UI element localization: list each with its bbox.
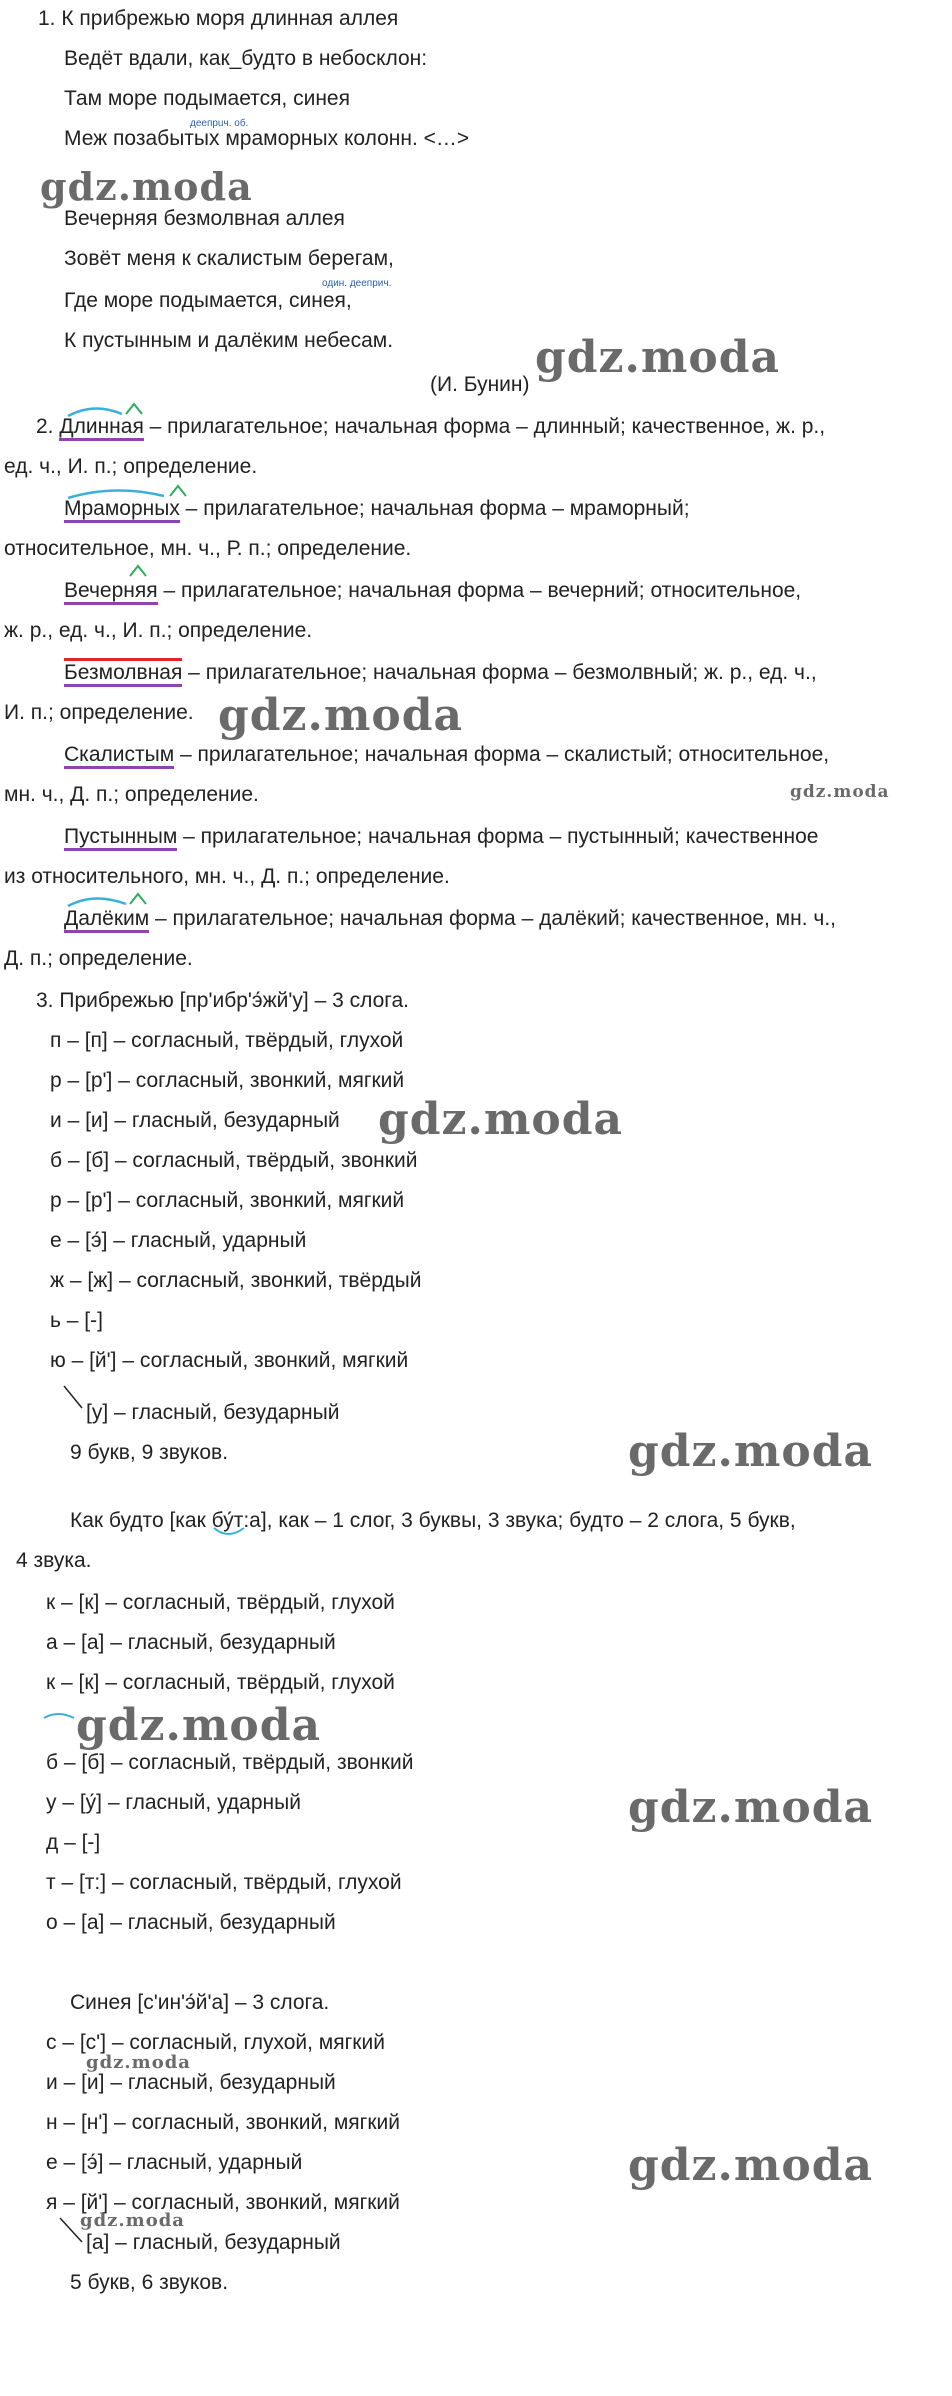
task3-heading-1: 3. Прибрежью [пр'ибр'э́жй'у] – 3 слога. bbox=[36, 989, 409, 1012]
task2-item-1-cont: ед. ч., И. п.; определение. bbox=[4, 455, 258, 478]
poem-line-1: 1. К прибрежью моря длинная аллея bbox=[38, 7, 399, 30]
phonetic-line: к – [к] – согласный, твёрдый, глухой bbox=[46, 1591, 395, 1614]
morpheme-mark bbox=[64, 890, 184, 910]
phonetic-line: п – [п] – согласный, твёрдый, глухой bbox=[50, 1029, 404, 1052]
poem-line-8: К пустынным и далёким небесам. bbox=[64, 329, 394, 352]
poem-annotation-2: один. дееприч. bbox=[322, 278, 392, 289]
watermark: gdz.moda bbox=[628, 2140, 874, 2191]
split-mark bbox=[62, 1384, 86, 1414]
watermark: gdz.moda bbox=[80, 2210, 185, 2231]
phonetic-line: е – [э́] – гласный, ударный bbox=[50, 1229, 307, 1252]
word-skalistym: Скалистым bbox=[64, 743, 174, 769]
phonetic-line: [а] – гласный, безударный bbox=[86, 2231, 341, 2254]
word-mramornykh: Мраморных bbox=[64, 497, 180, 523]
phonetic-line: и – [и] – гласный, безударный bbox=[50, 1109, 340, 1132]
phonetic-line: б – [б] – согласный, твёрдый, звонкий bbox=[50, 1149, 418, 1172]
poem-line-4: Меж позабытых мраморных колонн. <…> bbox=[64, 127, 470, 150]
phonetic-line: а – [а] – гласный, безударный bbox=[46, 1631, 336, 1654]
phonetic-line: у – [у́] – гласный, ударный bbox=[46, 1791, 301, 1814]
word-pustynnym: Пустынным bbox=[64, 825, 177, 851]
phonetic-line: р – [р'] – согласный, звонкий, мягкий bbox=[50, 1189, 405, 1212]
phonetic-line: р – [р'] – согласный, звонкий, мягкий bbox=[50, 1069, 405, 1092]
task2-item-5: Скалистым – прилагательное; начальная форма – скалистый; относительное, bbox=[64, 742, 829, 768]
task2-item-1: 2. Длинная – прилагательное; начальная форма – длинный; качественное, ж. р., bbox=[36, 414, 932, 440]
task2-item-6-cont: из относительного, мн. ч., Д. п.; определение. bbox=[4, 865, 450, 888]
watermark: gdz.moda bbox=[76, 1700, 322, 1751]
word-vechernyaya: Вечерняя bbox=[64, 579, 158, 605]
phonetic-line: ж – [ж] – согласный, звонкий, твёрдый bbox=[50, 1269, 422, 1292]
phonetic-summary: 5 букв, 6 звуков. bbox=[70, 2271, 229, 2294]
task3-heading-2-cont: 4 звука. bbox=[16, 1549, 92, 1572]
task2-item-2-cont: относительное, мн. ч., Р. п.; определение. bbox=[4, 537, 412, 560]
phonetic-line: ю – [й'] – согласный, звонкий, мягкий bbox=[50, 1349, 409, 1372]
phonetic-line: я – [й'] – согласный, звонкий, мягкий bbox=[46, 2191, 400, 2214]
morpheme-mark bbox=[100, 562, 220, 582]
watermark: gdz.moda bbox=[86, 2052, 191, 2073]
morpheme-mark bbox=[64, 482, 224, 502]
split-mark bbox=[58, 2216, 88, 2246]
poem-line-6: Зовёт меня к скалистым берегам, bbox=[64, 247, 394, 270]
phonetic-line: о – [а] – гласный, безударный bbox=[46, 1911, 336, 1934]
task2-item-7: Далёким – прилагательное; начальная форма – далёкий; качественное, мн. ч., bbox=[64, 906, 836, 932]
task2-item-3: Вечерняя – прилагательное; начальная форма – вечерний; относительное, bbox=[64, 578, 801, 604]
task2-item-4: Безмолвная – прилагательное; начальная форма – безмолвный; ж. р., ед. ч., bbox=[64, 660, 817, 686]
link-mark bbox=[40, 1708, 80, 1724]
phonetic-line: и – [и] – гласный, безударный bbox=[46, 2071, 336, 2094]
poem-line-7: Где море подымается, синея, bbox=[64, 289, 352, 312]
phonetic-summary: 9 букв, 9 звуков. bbox=[70, 1441, 229, 1464]
phonetic-line: е – [э́] – гласный, ударный bbox=[46, 2151, 303, 2174]
watermark: gdz.moda bbox=[790, 782, 890, 802]
task2-item-3-cont: ж. р., ед. ч., И. п.; определение. bbox=[4, 619, 313, 642]
watermark: gdz.moda bbox=[40, 164, 253, 209]
task2-item-5-cont: мн. ч., Д. п.; определение. bbox=[4, 783, 259, 806]
word-dalekim: Далёким bbox=[64, 907, 149, 933]
phonetic-line: д – [-] bbox=[46, 1831, 101, 1854]
phonetic-line: с – [с'] – согласный, глухой, мягкий bbox=[46, 2031, 385, 2054]
morpheme-mark bbox=[64, 400, 164, 420]
phonetic-line: т – [т:] – согласный, твёрдый, глухой bbox=[46, 1871, 402, 1894]
task3-heading-2: Как будто [как бу́т:а], как – 1 слог, 3 буквы, 3 звука; будто – 2 слога, 5 букв, bbox=[70, 1509, 796, 1532]
poem-author: (И. Бунин) bbox=[430, 373, 530, 396]
poem-line-2: Ведёт вдали, как_будто в небосклон: bbox=[64, 47, 428, 70]
task2-item-4-cont: И. п.; определение. bbox=[4, 701, 194, 724]
phonetic-line: к – [к] – согласный, твёрдый, глухой bbox=[46, 1671, 395, 1694]
poem-annotation-1: деепрuч. об. bbox=[190, 118, 249, 129]
task2-item-6: Пустынным – прилагательное; начальная форма – пустынный; качественное bbox=[64, 824, 818, 850]
watermark: gdz.moda bbox=[628, 1782, 874, 1833]
task3-heading-3: Синея [с'ин'э́й'а] – 3 слога. bbox=[70, 1991, 330, 2014]
phonetic-line: ь – [-] bbox=[50, 1309, 103, 1332]
watermark: gdz.moda bbox=[378, 1094, 624, 1145]
watermark: gdz.moda bbox=[218, 690, 464, 741]
watermark: gdz.moda bbox=[535, 332, 781, 383]
watermark: gdz.moda bbox=[628, 1426, 874, 1477]
poem-line-3: Там море подымается, синея bbox=[64, 87, 350, 110]
link-mark bbox=[210, 1524, 250, 1540]
word-dlinnaya: Длинная bbox=[59, 415, 143, 441]
task2-item-7-cont: Д. п.; определение. bbox=[4, 947, 193, 970]
poem-line-5: Вечерняя безмолвная аллея bbox=[64, 207, 345, 230]
word-bezmolvnaya: Безмолвная bbox=[64, 658, 182, 687]
phonetic-line: [у] – гласный, безударный bbox=[86, 1401, 340, 1424]
task2-item-2: Мраморных – прилагательное; начальная форма – мраморный; bbox=[64, 496, 690, 522]
phonetic-line: б – [б] – согласный, твёрдый, звонкий bbox=[46, 1751, 414, 1774]
phonetic-line: н – [н'] – согласный, звонкий, мягкий bbox=[46, 2111, 400, 2134]
